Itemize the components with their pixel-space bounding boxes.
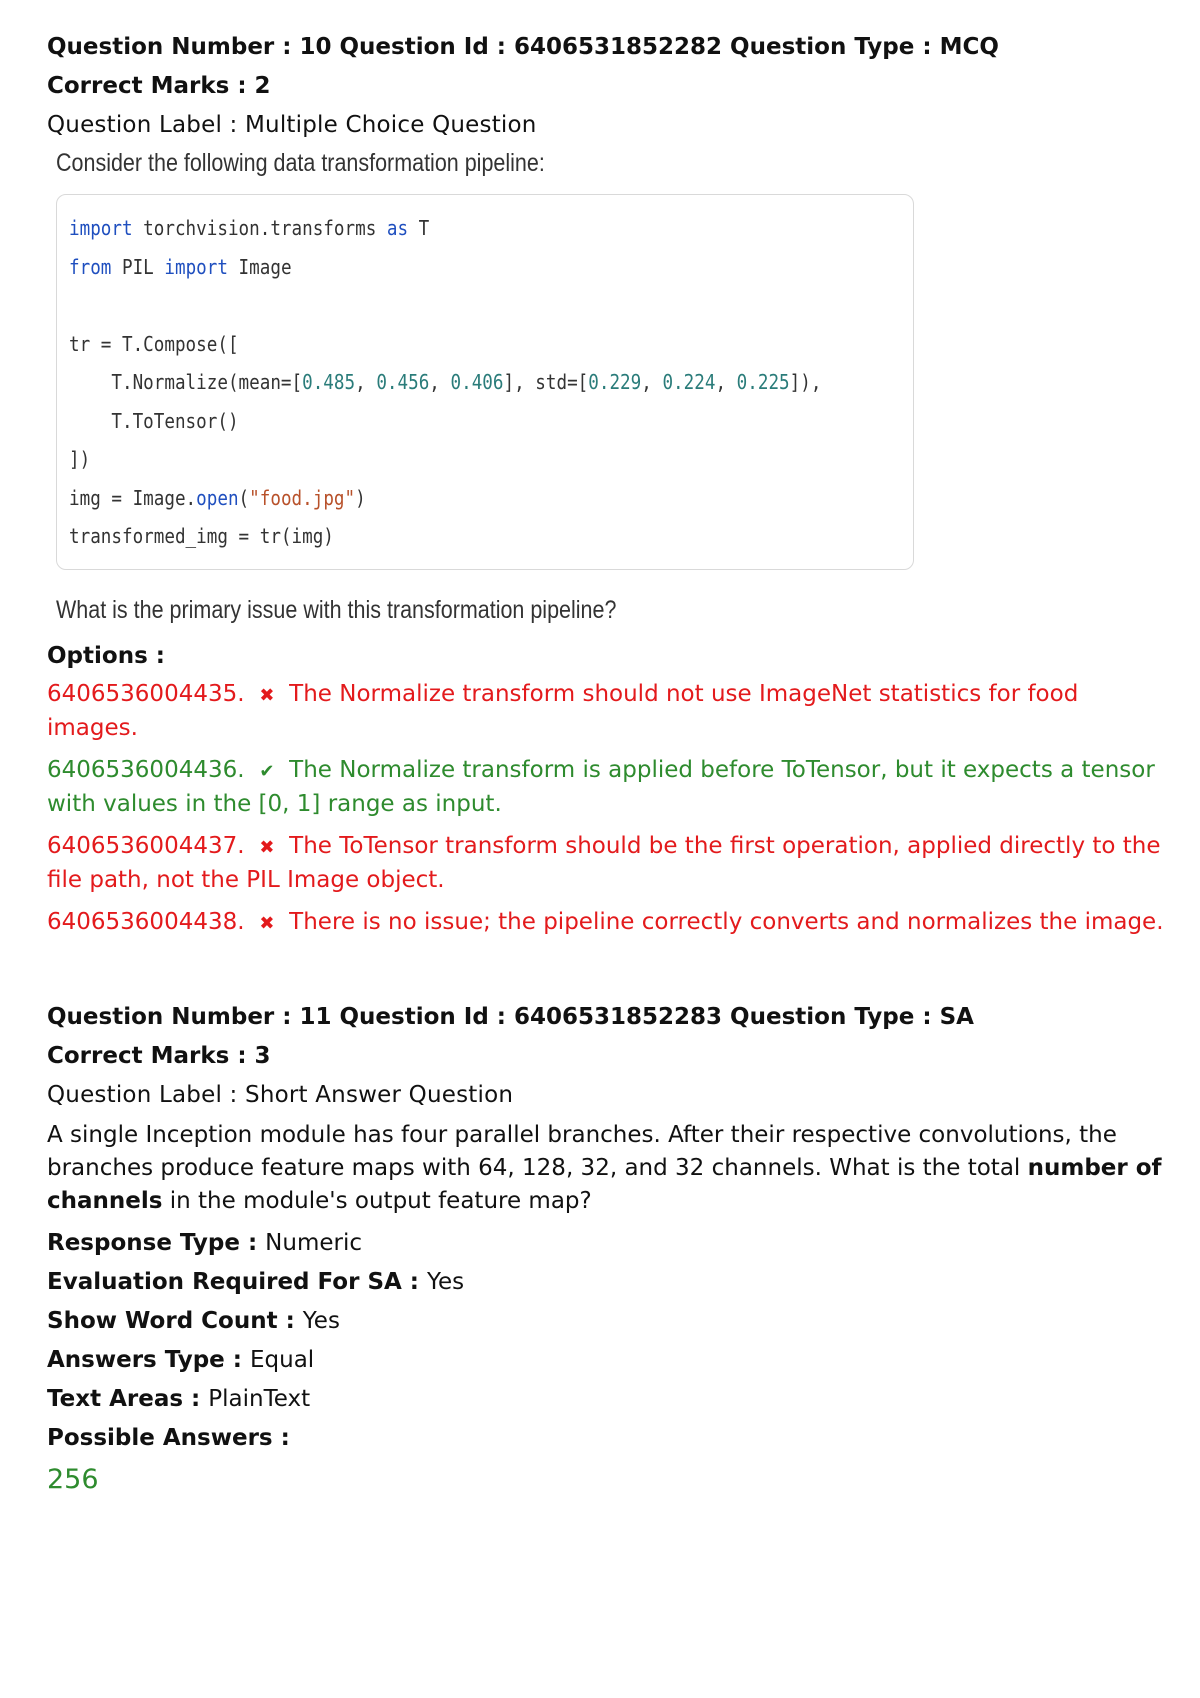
correct-marks: Correct Marks : 3 [47,1043,271,1069]
check-icon: ✔ [259,761,275,782]
option-text: The Normalize transform should not use ImageNet statistics for food images. [47,681,1079,741]
evaluation-required: Evaluation Required For SA : Yes [47,1269,465,1295]
correct-marks: Correct Marks : 2 [47,73,271,99]
code-line: ]) [69,447,91,471]
code-line: transformed_img = tr(img) [69,524,334,548]
option-text: The Normalize transform is applied before ToTensor, but it expects a tensor [289,757,1155,783]
option-wrong [47,678,1167,745]
code-line: from PIL import Image [69,254,292,279]
option-id: 6406536004435. [47,681,245,707]
question-label-key: Question Label : [47,112,246,138]
code-line: img = Image.open("food.jpg") [69,485,366,510]
question-header: Question Number : 11 Question Id : 6406531852283 Question Type : SA [47,1004,974,1030]
cross-icon: ✖ [259,685,275,706]
option-id: 6406536004438. [47,909,245,935]
question-label-key: Question Label : [47,1082,246,1108]
question-label-value: Multiple Choice Question [245,112,537,138]
option-correct [47,754,1167,821]
code-line-blank [69,286,812,325]
question-intro: Consider the following data transformation pipeline: [56,149,545,177]
option-text-cont: file path, not the PIL Image object. [47,867,445,893]
options-list [47,678,1167,940]
question-text: What is the primary issue with this transformation pipeline? [56,596,617,624]
option-text-cont: with values in the [0, 1] range as input. [47,791,502,817]
response-type: Response Type : Numeric [47,1230,363,1256]
question-label [47,1076,1167,1115]
options-label: Options : [47,643,165,669]
cross-icon: ✖ [259,837,275,858]
cross-icon: ✖ [259,913,275,934]
option-text: There is no issue; the pipeline correctly converts and normalizes the image. [289,909,1164,935]
question-11 [47,998,1167,1502]
question-header: Question Number : 10 Question Id : 6406531852282 Question Type : MCQ [47,34,999,60]
option-text: The ToTensor transform should be the first operation, applied directly to the [289,833,1161,859]
answers-type: Answers Type : Equal [47,1347,315,1373]
option-wrong [47,830,1167,897]
code-block [56,194,914,570]
question-label-value: Short Answer Question [245,1082,514,1108]
possible-answers-label: Possible Answers : [47,1425,290,1451]
possible-answer: 256 [47,1464,99,1495]
question-text: A single Inception module has four parallel branches. After their respective convolutions, the branches produce feature maps with 64, 128, 32, and 32 channels. What is the total number of channels in the module's output feature map? [47,1122,1162,1214]
code-line: T.ToTensor() [69,408,239,433]
option-id: 6406536004437. [47,833,245,859]
question-10 [47,28,1167,949]
question-label [47,106,1167,145]
show-word-count: Show Word Count : Yes [47,1308,340,1334]
text-areas: Text Areas : PlainText [47,1386,311,1412]
option-wrong [47,906,1167,940]
code-line: T.Normalize(mean=[0.485, 0.456, 0.406], std=[0.229, 0.224, 0.225]), [69,370,822,394]
option-id: 6406536004436. [47,757,245,783]
code-line: import torchvision.transforms as T [69,216,430,240]
code-line: tr = T.Compose([ [69,331,239,356]
